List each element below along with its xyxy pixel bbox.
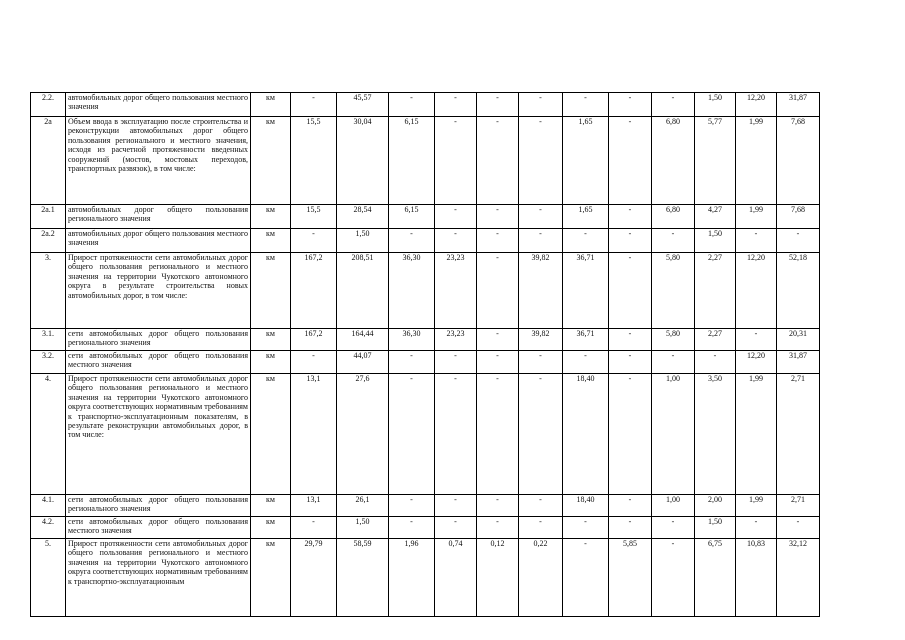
table-row: [31, 117, 820, 205]
value-cell: -: [477, 351, 519, 374]
value-cell: -: [652, 517, 695, 539]
value-cell: -: [477, 329, 519, 351]
value-cell: -: [609, 329, 652, 351]
row-description: Прирост протяженности сети автомобильных дорог общего пользования регионального и местного значения на территории Чукотского автономного округа в результате строительства новых автомобильных дорог, в том числе:: [66, 253, 251, 329]
row-number: 3.: [31, 253, 66, 329]
value-cell: 5,80: [652, 329, 695, 351]
value-cell: 39,82: [519, 253, 563, 329]
value-cell: -: [563, 539, 609, 617]
table-row: [31, 351, 820, 374]
row-number: 3.2.: [31, 351, 66, 374]
value-cell: -: [389, 517, 435, 539]
row-description: автомобильных дорог общего пользования регионального значения: [66, 205, 251, 229]
value-cell: -: [777, 229, 820, 253]
row-unit: км: [251, 205, 291, 229]
value-cell: 167,2: [291, 329, 337, 351]
value-cell: 1,99: [736, 117, 777, 205]
value-cell: -: [291, 93, 337, 117]
value-cell: -: [435, 374, 477, 495]
row-description: Объем ввода в эксплуатацию после строительства и реконструкции автомобильных дорог общего пользования регионального и местного значения, исходя из расчетной протяженности введенных сооружений (мостов, мостовых переходов, транспортных развязок), в том числе:: [66, 117, 251, 205]
value-cell: 164,44: [337, 329, 389, 351]
value-cell: -: [519, 205, 563, 229]
value-cell: 45,57: [337, 93, 389, 117]
value-cell: 2,71: [777, 374, 820, 495]
value-cell: -: [435, 93, 477, 117]
row-description: сети автомобильных дорог общего пользования местного значения: [66, 351, 251, 374]
value-cell: 32,12: [777, 539, 820, 617]
value-cell: -: [477, 495, 519, 517]
row-description: Прирост протяженности сети автомобильных дорог общего пользования регионального и местного значения на территории Чукотского автономного округа соответствующих нормативным требованиям к транспортно-эксплуатационным: [66, 539, 251, 617]
value-cell: -: [389, 229, 435, 253]
row-unit: км: [251, 117, 291, 205]
value-cell: 208,51: [337, 253, 389, 329]
value-cell: 52,18: [777, 253, 820, 329]
value-cell: -: [435, 495, 477, 517]
table-row: [31, 205, 820, 229]
value-cell: -: [519, 495, 563, 517]
value-cell: 23,23: [435, 329, 477, 351]
value-cell: -: [477, 205, 519, 229]
row-number: 4.2.: [31, 517, 66, 539]
row-description: сети автомобильных дорог общего пользования регионального значения: [66, 495, 251, 517]
value-cell: -: [736, 517, 777, 539]
value-cell: -: [609, 229, 652, 253]
value-cell: 29,79: [291, 539, 337, 617]
value-cell: -: [389, 351, 435, 374]
value-cell: -: [519, 374, 563, 495]
value-cell: 12,20: [736, 93, 777, 117]
value-cell: -: [652, 351, 695, 374]
value-cell: -: [435, 517, 477, 539]
table-row: [31, 229, 820, 253]
value-cell: 15,5: [291, 117, 337, 205]
value-cell: -: [736, 329, 777, 351]
value-cell: -: [291, 517, 337, 539]
value-cell: -: [563, 93, 609, 117]
value-cell: -: [609, 351, 652, 374]
value-cell: 36,30: [389, 253, 435, 329]
value-cell: 1,50: [695, 93, 736, 117]
value-cell: 6,15: [389, 117, 435, 205]
row-number: 5.: [31, 539, 66, 617]
value-cell: 36,30: [389, 329, 435, 351]
value-cell: 1,50: [695, 229, 736, 253]
value-cell: 30,04: [337, 117, 389, 205]
row-description: автомобильных дорог общего пользования местного значения: [66, 229, 251, 253]
value-cell: 36,71: [563, 253, 609, 329]
value-cell: 10,83: [736, 539, 777, 617]
row-unit: км: [251, 495, 291, 517]
value-cell: 39,82: [519, 329, 563, 351]
value-cell: -: [695, 351, 736, 374]
value-cell: -: [609, 495, 652, 517]
value-cell: 58,59: [337, 539, 389, 617]
value-cell: 2,27: [695, 329, 736, 351]
value-cell: -: [389, 374, 435, 495]
row-unit: км: [251, 374, 291, 495]
value-cell: 1,99: [736, 205, 777, 229]
value-cell: -: [291, 229, 337, 253]
row-number: 2а.1: [31, 205, 66, 229]
value-cell: 2,00: [695, 495, 736, 517]
value-cell: 2,71: [777, 495, 820, 517]
value-cell: -: [652, 539, 695, 617]
value-cell: -: [563, 517, 609, 539]
value-cell: -: [609, 374, 652, 495]
value-cell: 1,50: [337, 517, 389, 539]
row-unit: км: [251, 229, 291, 253]
value-cell: 5,80: [652, 253, 695, 329]
value-cell: 1,65: [563, 117, 609, 205]
value-cell: 13,1: [291, 495, 337, 517]
value-cell: -: [435, 351, 477, 374]
value-cell: -: [563, 229, 609, 253]
value-cell: 5,77: [695, 117, 736, 205]
value-cell: 5,85: [609, 539, 652, 617]
row-description: сети автомобильных дорог общего пользования местного значения: [66, 517, 251, 539]
row-unit: км: [251, 351, 291, 374]
value-cell: -: [652, 229, 695, 253]
row-number: 4.: [31, 374, 66, 495]
value-cell: -: [609, 205, 652, 229]
value-cell: 31,87: [777, 351, 820, 374]
table-row: [31, 329, 820, 351]
value-cell: 1,99: [736, 495, 777, 517]
value-cell: -: [609, 93, 652, 117]
value-cell: 6,80: [652, 205, 695, 229]
value-cell: -: [477, 517, 519, 539]
value-cell: 6,80: [652, 117, 695, 205]
value-cell: 3,50: [695, 374, 736, 495]
row-unit: км: [251, 93, 291, 117]
value-cell: 1,96: [389, 539, 435, 617]
value-cell: -: [519, 117, 563, 205]
value-cell: 1,00: [652, 495, 695, 517]
value-cell: 12,20: [736, 253, 777, 329]
row-unit: км: [251, 517, 291, 539]
value-cell: 6,15: [389, 205, 435, 229]
value-cell: 36,71: [563, 329, 609, 351]
row-number: 2.2.: [31, 93, 66, 117]
data-table: [30, 92, 820, 617]
value-cell: -: [477, 374, 519, 495]
value-cell: 18,40: [563, 374, 609, 495]
value-cell: 4,27: [695, 205, 736, 229]
row-number: 4.1.: [31, 495, 66, 517]
value-cell: -: [477, 229, 519, 253]
value-cell: -: [291, 351, 337, 374]
value-cell: 1,50: [337, 229, 389, 253]
value-cell: 12,20: [736, 351, 777, 374]
value-cell: 20,31: [777, 329, 820, 351]
row-number: 2а: [31, 117, 66, 205]
value-cell: -: [389, 93, 435, 117]
value-cell: 0,12: [477, 539, 519, 617]
table-row: [31, 374, 820, 495]
value-cell: -: [435, 205, 477, 229]
value-cell: 26,1: [337, 495, 389, 517]
value-cell: 1,00: [652, 374, 695, 495]
value-cell: 6,75: [695, 539, 736, 617]
value-cell: 23,23: [435, 253, 477, 329]
row-description: сети автомобильных дорог общего пользования регионального значения: [66, 329, 251, 351]
table-row: [31, 517, 820, 539]
value-cell: 13,1: [291, 374, 337, 495]
value-cell: -: [435, 117, 477, 205]
row-unit: км: [251, 253, 291, 329]
table-row: [31, 539, 820, 617]
table-row: [31, 93, 820, 117]
value-cell: -: [477, 253, 519, 329]
value-cell: 44,07: [337, 351, 389, 374]
value-cell: 0,22: [519, 539, 563, 617]
value-cell: 167,2: [291, 253, 337, 329]
value-cell: 18,40: [563, 495, 609, 517]
value-cell: -: [519, 93, 563, 117]
table-row: [31, 253, 820, 329]
value-cell: 28,54: [337, 205, 389, 229]
value-cell: 1,50: [695, 517, 736, 539]
value-cell: 15,5: [291, 205, 337, 229]
value-cell: -: [519, 229, 563, 253]
row-unit: км: [251, 329, 291, 351]
value-cell: -: [435, 229, 477, 253]
value-cell: -: [477, 117, 519, 205]
value-cell: 31,87: [777, 93, 820, 117]
value-cell: -: [389, 495, 435, 517]
value-cell: -: [609, 253, 652, 329]
value-cell: 7,68: [777, 117, 820, 205]
value-cell: 27,6: [337, 374, 389, 495]
value-cell: -: [609, 117, 652, 205]
value-cell: 1,99: [736, 374, 777, 495]
row-unit: км: [251, 539, 291, 617]
value-cell: 1,65: [563, 205, 609, 229]
value-cell: -: [777, 517, 820, 539]
value-cell: -: [563, 351, 609, 374]
value-cell: -: [652, 93, 695, 117]
row-number: 2а.2: [31, 229, 66, 253]
value-cell: -: [477, 93, 519, 117]
value-cell: 0,74: [435, 539, 477, 617]
value-cell: 2,27: [695, 253, 736, 329]
value-cell: -: [519, 351, 563, 374]
row-number: 3.1.: [31, 329, 66, 351]
value-cell: -: [609, 517, 652, 539]
row-description: Прирост протяженности сети автомобильных дорог общего пользования регионального и местного значения на территории Чукотского автономного округа соответствующих нормативным требованиям к транспортно-эксплуатационным показателям, в результате реконструкции автомобильных дорог, в том числе:: [66, 374, 251, 495]
value-cell: -: [519, 517, 563, 539]
table-row: [31, 495, 820, 517]
value-cell: -: [736, 229, 777, 253]
value-cell: 7,68: [777, 205, 820, 229]
row-description: автомобильных дорог общего пользования местного значения: [66, 93, 251, 117]
